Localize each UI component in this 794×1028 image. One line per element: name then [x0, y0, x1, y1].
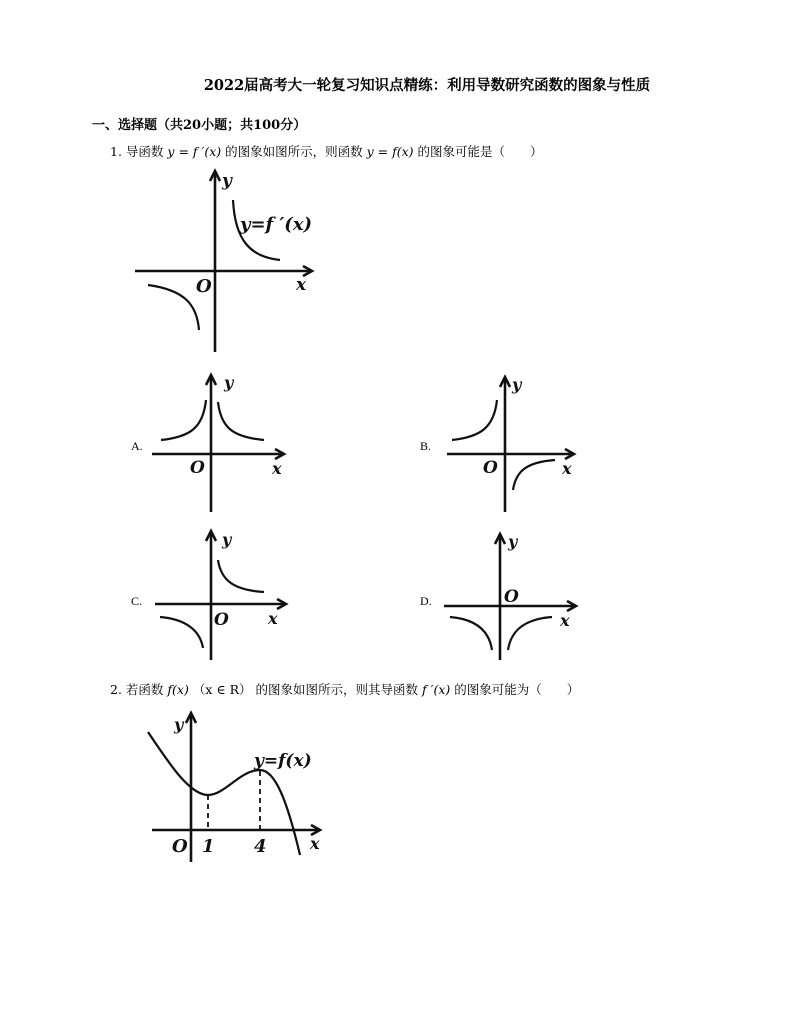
curve-left-branch	[161, 400, 206, 440]
x-axis-label: x	[268, 609, 278, 628]
math-expression: f(x)	[167, 682, 189, 697]
q1-derivative-graph	[135, 171, 312, 352]
math-expression: y = f(x)	[366, 144, 414, 159]
x-axis-label: x	[310, 834, 320, 853]
question-text: 导函数	[125, 144, 164, 159]
option-a-graph[interactable]	[152, 373, 284, 512]
question-text: 若函数	[125, 682, 164, 697]
question-number: 1.	[110, 144, 122, 159]
question-text: 的图象可能为（ ）	[454, 682, 580, 697]
math-expression: y = f ′(x)	[167, 144, 222, 159]
y-axis-label: y	[222, 171, 232, 191]
option-d-label[interactable]: D.	[420, 594, 432, 608]
y-axis-label: y	[174, 715, 184, 734]
origin-label: O	[196, 276, 212, 297]
domain-note: （x ∈ R）	[192, 682, 252, 697]
question-text: 的图象可能是（ ）	[417, 144, 543, 159]
curve-right-branch	[218, 560, 264, 592]
question-text: 的图象如图所示，则其导函数	[255, 682, 419, 697]
origin-label: O	[483, 458, 498, 478]
curve-left-branch	[452, 400, 497, 440]
origin-label: O	[504, 587, 519, 607]
section-heading: 一、选择题（共20小题；共100分）	[92, 118, 307, 133]
curve-left-branch	[450, 617, 492, 650]
x-axis-label: x	[296, 275, 307, 295]
x-axis-label: x	[560, 611, 570, 630]
document-title: 2022届高考大一轮复习知识点精练：利用导数研究函数的图象与性质	[203, 77, 651, 94]
curve-right-branch	[513, 460, 555, 490]
origin-label: O	[214, 610, 229, 630]
curve-left-branch	[160, 617, 203, 648]
option-a-label[interactable]: A.	[131, 439, 143, 453]
y-axis-label: y	[512, 375, 522, 394]
origin-label: O	[172, 836, 188, 857]
curve-right-branch	[218, 402, 264, 440]
graph-label: y=f(x)	[254, 751, 312, 771]
tick-label-1: 1	[202, 836, 215, 857]
option-c-label[interactable]: C.	[131, 594, 143, 608]
tick-label-4: 4	[254, 836, 267, 857]
option-b-graph[interactable]	[447, 375, 574, 512]
y-axis-label: y	[508, 532, 518, 551]
option-d-graph[interactable]	[444, 532, 576, 660]
question-text: 的图象如图所示，则函数	[225, 144, 363, 159]
option-b-label[interactable]: B.	[420, 439, 432, 453]
graph-label: y=f ′(x)	[240, 214, 313, 235]
option-c-graph[interactable]	[155, 530, 286, 660]
q2-function-graph	[148, 713, 320, 862]
x-axis-label: x	[562, 459, 572, 478]
math-expression: f ′(x)	[422, 682, 451, 697]
y-axis-label: y	[224, 373, 234, 392]
question-number: 2.	[110, 682, 122, 697]
origin-label: O	[190, 458, 205, 478]
x-axis-label: x	[272, 459, 282, 478]
curve-left-branch	[148, 285, 199, 330]
curve-right-branch	[508, 617, 552, 650]
y-axis-label: y	[222, 530, 232, 549]
